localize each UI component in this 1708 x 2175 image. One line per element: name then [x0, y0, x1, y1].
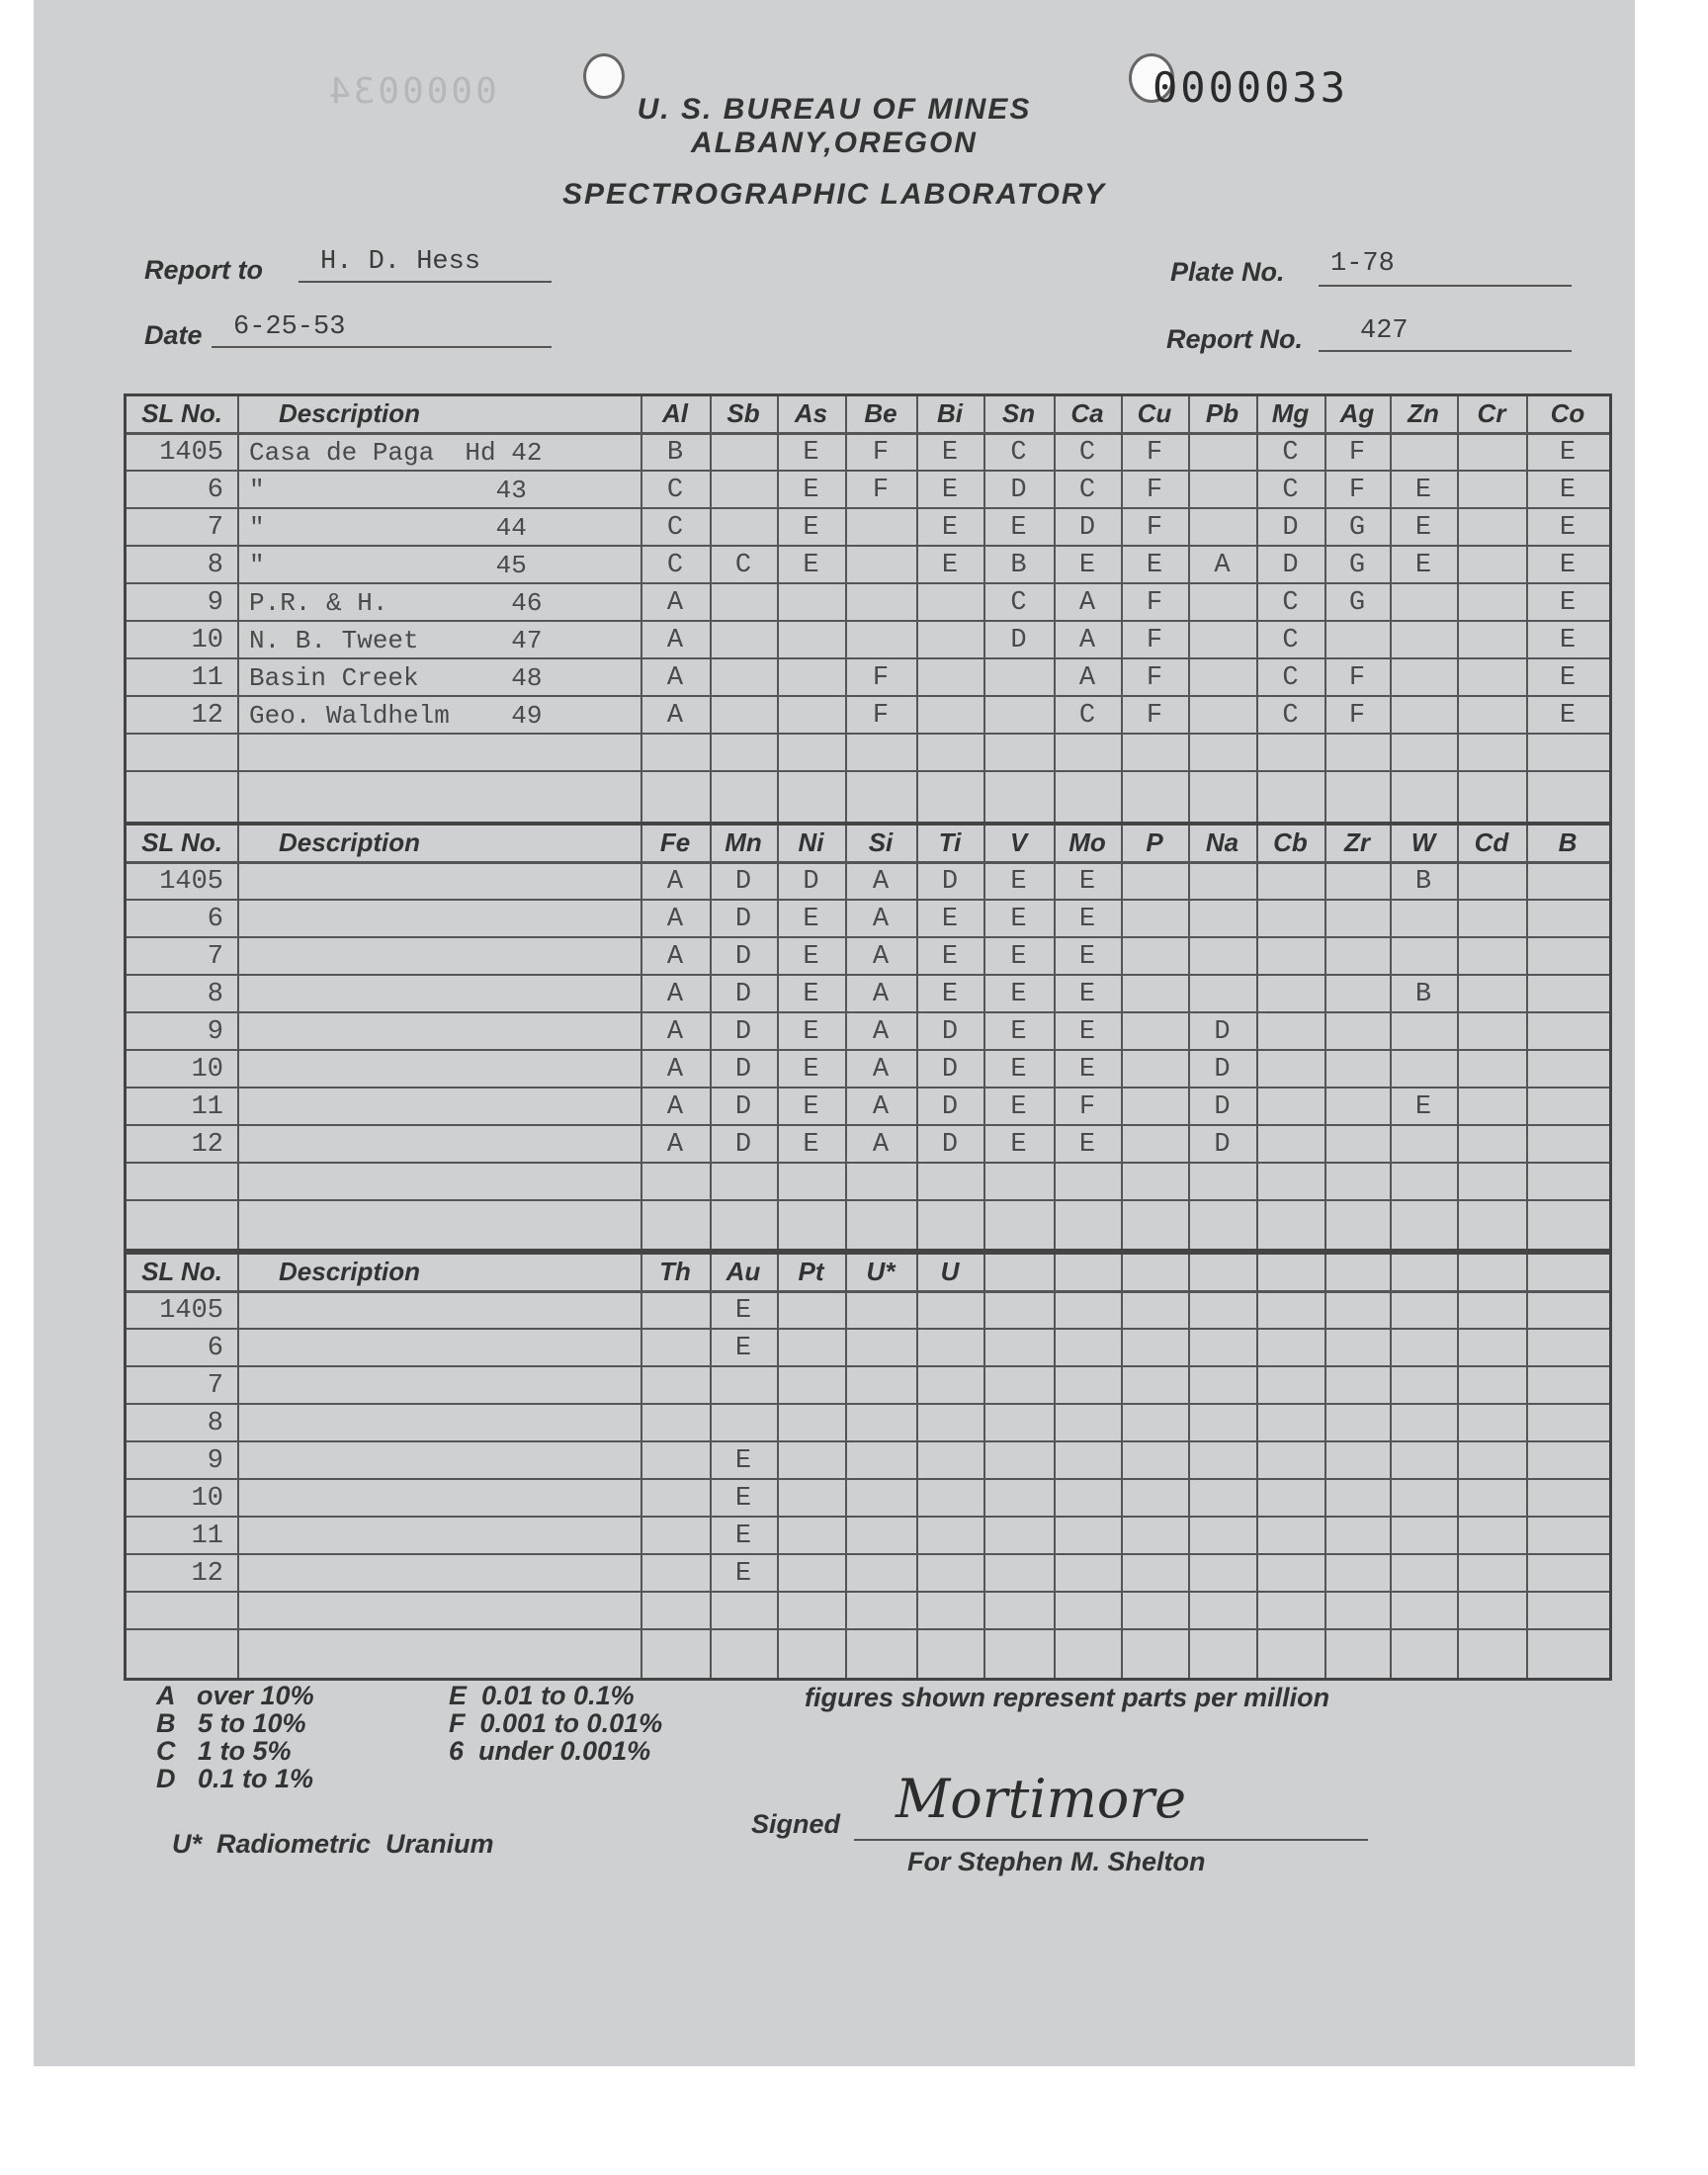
- sample-number-cell: 10: [191, 626, 223, 655]
- element-value-cell: E: [1010, 905, 1027, 934]
- plate-no-label: Plate No.: [1170, 257, 1285, 287]
- column-header: Zr: [1344, 827, 1370, 857]
- element-value-cell: E: [1414, 1092, 1432, 1122]
- element-value-cell: E: [1559, 701, 1577, 731]
- description-cell: " 45: [249, 551, 527, 580]
- element-value-cell: E: [1078, 905, 1096, 934]
- column-divider: [1526, 1255, 1528, 1678]
- sample-number-cell: 1405: [159, 1296, 223, 1326]
- element-value-cell: F: [1078, 1092, 1096, 1122]
- element-value-cell: E: [1559, 476, 1577, 505]
- column-header: Description: [279, 398, 421, 428]
- sample-number-cell: 8: [207, 551, 223, 580]
- element-value-cell: E: [1414, 551, 1432, 580]
- element-value-cell: A: [872, 1130, 890, 1160]
- element-value-cell: D: [1214, 1055, 1231, 1085]
- element-value-cell: A: [666, 980, 684, 1009]
- element-value-cell: E: [1559, 663, 1577, 693]
- legend-col2-line1: E 0.01 to 0.1%: [449, 1681, 635, 1710]
- element-value-cell: E: [1010, 1130, 1027, 1160]
- legend-col1-line3: C 1 to 5%: [156, 1736, 292, 1766]
- element-value-cell: C: [1282, 663, 1299, 693]
- element-value-cell: E: [734, 1522, 752, 1551]
- column-header: Ag: [1339, 398, 1375, 428]
- date-value: 6-25-53: [233, 312, 346, 342]
- element-value-cell: E: [803, 513, 819, 543]
- element-value-cell: A: [872, 1092, 890, 1122]
- sample-number-cell: 10: [191, 1055, 223, 1085]
- column-divider: [1188, 1255, 1190, 1678]
- element-value-cell: D: [1010, 476, 1027, 505]
- element-value-cell: A: [666, 867, 684, 897]
- element-value-cell: F: [872, 438, 890, 468]
- column-header: Mg: [1271, 398, 1310, 428]
- row-rule: [127, 1328, 1609, 1330]
- legend-u-note: U* Radiometric Uranium: [172, 1829, 494, 1859]
- sample-number-cell: 8: [207, 1409, 223, 1438]
- element-value-cell: C: [666, 476, 684, 505]
- row-rule: [127, 620, 1609, 622]
- element-value-cell: F: [1146, 663, 1163, 693]
- element-value-cell: D: [734, 867, 752, 897]
- element-value-cell: E: [1078, 1055, 1096, 1085]
- element-value-cell: A: [666, 701, 684, 731]
- row-rule: [127, 657, 1609, 659]
- sample-number-cell: 6: [207, 476, 223, 505]
- element-value-cell: D: [1214, 1092, 1231, 1122]
- sample-number-cell: 12: [191, 701, 223, 731]
- element-value-cell: D: [941, 1055, 959, 1085]
- column-divider: [1457, 826, 1459, 1249]
- report-no-label: Report No.: [1166, 324, 1303, 354]
- stamp-number: 0000033: [1153, 63, 1349, 112]
- column-header: Co: [1550, 398, 1585, 428]
- element-value-cell: D: [941, 1130, 959, 1160]
- column-header: Cu: [1137, 398, 1172, 428]
- element-value-cell: E: [1078, 942, 1096, 972]
- element-value-cell: E: [941, 438, 959, 468]
- element-value-cell: G: [1348, 513, 1366, 543]
- signature-for-line: For Stephen M. Shelton: [907, 1847, 1206, 1876]
- legend-col1-line2: B 5 to 10%: [156, 1708, 306, 1738]
- description-cell: Geo. Waldhelm 49: [249, 701, 543, 731]
- sample-number-cell: 12: [191, 1559, 223, 1589]
- element-value-cell: E: [941, 980, 959, 1009]
- element-value-cell: E: [1010, 980, 1027, 1009]
- element-value-cell: C: [666, 513, 684, 543]
- sample-number-cell: 1405: [159, 867, 223, 897]
- element-value-cell: E: [941, 905, 959, 934]
- row-rule: [127, 470, 1609, 472]
- column-header: Ni: [798, 827, 824, 857]
- element-value-cell: C: [666, 551, 684, 580]
- sample-number-cell: 9: [207, 1017, 223, 1047]
- description-cell: N. B. Tweet 47: [249, 626, 543, 655]
- description-cell: " 43: [249, 476, 527, 505]
- sample-number-cell: 9: [207, 1446, 223, 1476]
- column-divider: [1324, 826, 1326, 1249]
- element-value-cell: F: [1146, 626, 1163, 655]
- column-divider: [1188, 396, 1190, 822]
- element-value-cell: E: [941, 513, 959, 543]
- column-divider: [1457, 396, 1459, 822]
- column-divider: [1390, 396, 1392, 822]
- element-value-cell: C: [1282, 476, 1299, 505]
- column-header: Mn: [725, 827, 762, 857]
- column-divider: [1121, 826, 1123, 1249]
- column-header: As: [794, 398, 828, 428]
- row-rule: [127, 1162, 1609, 1164]
- element-value-cell: E: [941, 551, 959, 580]
- row-rule: [127, 1087, 1609, 1088]
- element-value-cell: E: [1078, 980, 1096, 1009]
- element-value-cell: E: [941, 942, 959, 972]
- element-value-cell: A: [872, 905, 890, 934]
- header-rule: [127, 861, 1609, 864]
- column-header: Au: [726, 1257, 761, 1286]
- row-rule: [127, 582, 1609, 584]
- column-header: Al: [662, 398, 688, 428]
- element-value-cell: E: [803, 1017, 819, 1047]
- column-header: Si: [868, 827, 894, 857]
- column-header: Description: [279, 827, 421, 857]
- element-value-cell: C: [1010, 588, 1027, 618]
- element-value-cell: C: [1282, 588, 1299, 618]
- report-no-value: 427: [1360, 316, 1409, 346]
- column-header: Mo: [1068, 827, 1106, 857]
- column-header: U: [940, 1257, 960, 1286]
- column-header: Description: [279, 1257, 421, 1286]
- element-value-cell: F: [1348, 663, 1366, 693]
- element-value-cell: D: [1282, 513, 1299, 543]
- row-rule: [127, 1403, 1609, 1405]
- column-divider: [1324, 1255, 1326, 1678]
- row-rule: [127, 1591, 1609, 1593]
- element-value-cell: E: [1559, 438, 1577, 468]
- element-value-cell: E: [734, 1296, 752, 1326]
- element-value-cell: E: [734, 1484, 752, 1514]
- element-value-cell: F: [1146, 476, 1163, 505]
- legend-col2-line2: F 0.001 to 0.01%: [449, 1708, 663, 1738]
- column-header: V: [1009, 827, 1028, 857]
- column-divider: [237, 1255, 239, 1678]
- element-value-cell: E: [803, 476, 819, 505]
- column-divider: [916, 1255, 918, 1678]
- element-value-cell: E: [1078, 551, 1096, 580]
- element-value-cell: D: [1214, 1130, 1231, 1160]
- element-value-cell: E: [1010, 513, 1027, 543]
- header-rule: [127, 432, 1609, 435]
- analysis-table-3: [124, 1252, 1612, 1681]
- column-header: Be: [864, 398, 897, 428]
- element-value-cell: A: [666, 626, 684, 655]
- element-value-cell: E: [803, 438, 819, 468]
- report-to-label: Report to: [144, 255, 263, 285]
- element-value-cell: E: [803, 980, 819, 1009]
- column-header: Pt: [798, 1257, 824, 1286]
- sample-number-cell: 6: [207, 1334, 223, 1363]
- element-value-cell: D: [803, 867, 819, 897]
- row-rule: [127, 695, 1609, 697]
- row-rule: [127, 1628, 1609, 1630]
- column-divider: [1256, 1255, 1258, 1678]
- element-value-cell: A: [666, 1017, 684, 1047]
- element-value-cell: D: [1214, 1017, 1231, 1047]
- date-label: Date: [144, 320, 203, 350]
- element-value-cell: D: [1078, 513, 1096, 543]
- row-rule: [127, 1440, 1609, 1442]
- element-value-cell: E: [1078, 1017, 1096, 1047]
- sample-number-cell: 7: [207, 942, 223, 972]
- row-rule: [127, 1365, 1609, 1367]
- sample-number-cell: 6: [207, 905, 223, 934]
- column-divider: [640, 1255, 642, 1678]
- column-header: Ti: [938, 827, 962, 857]
- row-rule: [127, 545, 1609, 547]
- sample-number-cell: 11: [191, 1092, 223, 1122]
- row-rule: [127, 1011, 1609, 1013]
- element-value-cell: E: [941, 476, 959, 505]
- element-value-cell: A: [872, 1017, 890, 1047]
- element-value-cell: E: [734, 1446, 752, 1476]
- element-value-cell: A: [666, 1055, 684, 1085]
- element-value-cell: C: [734, 551, 752, 580]
- column-header: Th: [659, 1257, 691, 1286]
- element-value-cell: E: [803, 942, 819, 972]
- element-value-cell: F: [1348, 701, 1366, 731]
- sample-number-cell: 10: [191, 1484, 223, 1514]
- element-value-cell: E: [1559, 551, 1577, 580]
- element-value-cell: C: [1282, 438, 1299, 468]
- column-header: Cd: [1474, 827, 1509, 857]
- row-rule: [127, 974, 1609, 976]
- element-value-cell: A: [666, 905, 684, 934]
- element-value-cell: E: [1078, 867, 1096, 897]
- element-value-cell: E: [803, 905, 819, 934]
- column-divider: [1526, 826, 1528, 1249]
- column-header: U*: [866, 1257, 896, 1286]
- column-header: Cb: [1273, 827, 1308, 857]
- element-value-cell: E: [803, 1092, 819, 1122]
- element-value-cell: C: [1078, 701, 1096, 731]
- legend-col1-line1: A over 10%: [156, 1681, 314, 1710]
- element-value-cell: C: [1010, 438, 1027, 468]
- element-value-cell: A: [1078, 663, 1096, 693]
- column-header: Sb: [726, 398, 760, 428]
- element-value-cell: C: [1282, 626, 1299, 655]
- row-rule: [127, 1124, 1609, 1126]
- element-value-cell: A: [666, 1130, 684, 1160]
- description-cell: P.R. & H. 46: [249, 588, 543, 618]
- element-value-cell: F: [1146, 513, 1163, 543]
- column-header: Zn: [1408, 398, 1439, 428]
- element-value-cell: E: [734, 1334, 752, 1363]
- signature-line: [854, 1839, 1368, 1841]
- column-header: Fe: [659, 827, 691, 857]
- org-line-1: U. S. BUREAU OF MINES: [637, 93, 1032, 126]
- row-rule: [127, 1478, 1609, 1480]
- report-sheet: [34, 0, 1635, 2066]
- element-value-cell: D: [1282, 551, 1299, 580]
- column-header: SL No.: [141, 398, 222, 428]
- row-rule: [127, 936, 1609, 938]
- element-value-cell: A: [1078, 626, 1096, 655]
- element-value-cell: D: [941, 1017, 959, 1047]
- element-value-cell: E: [803, 551, 819, 580]
- element-value-cell: F: [872, 701, 890, 731]
- row-rule: [127, 733, 1609, 735]
- element-value-cell: G: [1348, 551, 1366, 580]
- element-value-cell: B: [1010, 551, 1027, 580]
- plate-no-value: 1-78: [1330, 249, 1395, 279]
- date-line: [212, 346, 552, 348]
- element-value-cell: F: [1146, 438, 1163, 468]
- row-rule: [127, 1516, 1609, 1518]
- element-value-cell: B: [666, 438, 684, 468]
- element-value-cell: A: [666, 663, 684, 693]
- header-rule: [127, 1290, 1609, 1293]
- column-divider: [1121, 1255, 1123, 1678]
- element-value-cell: C: [1078, 438, 1096, 468]
- column-header: Ca: [1070, 398, 1104, 428]
- column-header: B: [1558, 827, 1578, 857]
- element-value-cell: E: [1414, 513, 1432, 543]
- element-value-cell: A: [1078, 588, 1096, 618]
- element-value-cell: E: [734, 1559, 752, 1589]
- element-value-cell: E: [1146, 551, 1163, 580]
- element-value-cell: A: [872, 1055, 890, 1085]
- element-value-cell: D: [941, 1092, 959, 1122]
- element-value-cell: D: [734, 1092, 752, 1122]
- legend-col1-line4: D 0.1 to 1%: [156, 1764, 314, 1793]
- column-header: Cr: [1477, 398, 1506, 428]
- element-value-cell: D: [1010, 626, 1027, 655]
- plate-no-line: [1319, 285, 1572, 287]
- element-value-cell: G: [1348, 588, 1366, 618]
- element-value-cell: F: [872, 476, 890, 505]
- element-value-cell: E: [1010, 1055, 1027, 1085]
- lab-title: SPECTROGRAPHIC LABORATORY: [561, 178, 1107, 211]
- row-rule: [127, 770, 1609, 772]
- sample-number-cell: 7: [207, 513, 223, 543]
- sample-number-cell: 1405: [159, 438, 223, 468]
- element-value-cell: D: [734, 905, 752, 934]
- element-value-cell: A: [1214, 551, 1231, 580]
- org-line-2: ALBANY,OREGON: [691, 127, 978, 159]
- sample-number-cell: 11: [191, 1522, 223, 1551]
- element-value-cell: D: [734, 1130, 752, 1160]
- element-value-cell: E: [1010, 1017, 1027, 1047]
- element-value-cell: E: [1010, 942, 1027, 972]
- sample-number-cell: 12: [191, 1130, 223, 1160]
- element-value-cell: F: [1146, 588, 1163, 618]
- element-value-cell: F: [872, 663, 890, 693]
- row-rule: [127, 507, 1609, 509]
- signed-label: Signed: [751, 1809, 841, 1839]
- column-divider: [237, 826, 239, 1249]
- column-header: W: [1410, 827, 1436, 857]
- sample-number-cell: 8: [207, 980, 223, 1009]
- element-value-cell: A: [872, 867, 890, 897]
- element-value-cell: E: [1559, 513, 1577, 543]
- element-value-cell: D: [734, 980, 752, 1009]
- report-to-value: H. D. Hess: [320, 247, 481, 277]
- legend-col2-line3: 6 under 0.001%: [449, 1736, 651, 1766]
- element-value-cell: E: [803, 1130, 819, 1160]
- column-header: P: [1146, 827, 1163, 857]
- element-value-cell: A: [872, 980, 890, 1009]
- element-value-cell: A: [666, 588, 684, 618]
- faint-stamp-number: 0000034: [326, 71, 497, 112]
- legend-ppm-note: figures shown represent parts per million: [805, 1683, 1330, 1712]
- description-cell: Basin Creek 48: [249, 663, 543, 693]
- row-rule: [127, 1199, 1609, 1201]
- element-value-cell: E: [803, 1055, 819, 1085]
- element-value-cell: D: [734, 1055, 752, 1085]
- element-value-cell: F: [1146, 701, 1163, 731]
- column-divider: [1256, 826, 1258, 1249]
- element-value-cell: E: [1414, 476, 1432, 505]
- report-to-line: [299, 281, 552, 283]
- element-value-cell: B: [1414, 980, 1432, 1009]
- element-value-cell: E: [1010, 867, 1027, 897]
- element-value-cell: C: [1282, 701, 1299, 731]
- column-divider: [845, 1255, 847, 1678]
- column-header: SL No.: [141, 1257, 222, 1286]
- column-header: Na: [1205, 827, 1239, 857]
- report-no-line: [1319, 350, 1572, 352]
- column-divider: [777, 1255, 779, 1678]
- column-divider: [983, 1255, 985, 1678]
- element-value-cell: D: [734, 1017, 752, 1047]
- sample-number-cell: 11: [191, 663, 223, 693]
- sample-number-cell: 9: [207, 588, 223, 618]
- column-divider: [1054, 1255, 1056, 1678]
- element-value-cell: E: [1078, 1130, 1096, 1160]
- element-value-cell: B: [1414, 867, 1432, 897]
- element-value-cell: F: [1348, 476, 1366, 505]
- column-header: SL No.: [141, 827, 222, 857]
- row-rule: [127, 1553, 1609, 1555]
- element-value-cell: E: [1559, 588, 1577, 618]
- description-cell: " 44: [249, 513, 527, 543]
- column-divider: [710, 396, 712, 822]
- element-value-cell: E: [1559, 626, 1577, 655]
- sample-number-cell: 7: [207, 1371, 223, 1401]
- column-divider: [1457, 1255, 1459, 1678]
- row-rule: [127, 1049, 1609, 1051]
- description-cell: Casa de Paga Hd 42: [249, 438, 543, 468]
- element-value-cell: A: [872, 942, 890, 972]
- element-value-cell: E: [1010, 1092, 1027, 1122]
- analysis-table-1: [124, 393, 1612, 825]
- element-value-cell: D: [734, 942, 752, 972]
- analysis-table-2: [124, 823, 1612, 1252]
- column-header: Pb: [1205, 398, 1239, 428]
- column-header: Sn: [1001, 398, 1036, 428]
- column-divider: [1390, 1255, 1392, 1678]
- element-value-cell: A: [666, 1092, 684, 1122]
- element-value-cell: F: [1348, 438, 1366, 468]
- handwritten-signature: Mortimore: [896, 1768, 1187, 1830]
- column-header: Bi: [937, 398, 963, 428]
- element-value-cell: A: [666, 942, 684, 972]
- column-divider: [237, 396, 239, 822]
- element-value-cell: D: [941, 867, 959, 897]
- element-value-cell: C: [1078, 476, 1096, 505]
- row-rule: [127, 899, 1609, 901]
